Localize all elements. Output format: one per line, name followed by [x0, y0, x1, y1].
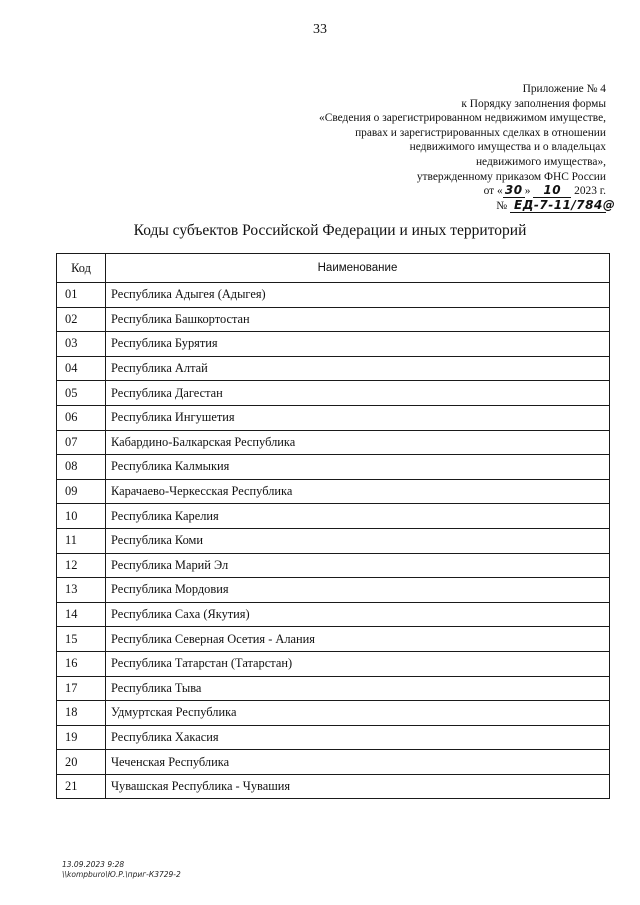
- region-name: Республика Дагестан: [106, 381, 610, 406]
- region-code: 09: [57, 479, 106, 504]
- table-row: [57, 774, 610, 799]
- table-row: [57, 307, 610, 332]
- region-name: Республика Алтай: [106, 356, 610, 381]
- page-number: 33: [313, 22, 327, 37]
- region-codes-table: [56, 253, 610, 799]
- appendix-line: Приложение № 4: [522, 83, 606, 95]
- region-code: 20: [57, 750, 106, 775]
- table-row: [57, 528, 610, 553]
- region-code: 10: [57, 504, 106, 529]
- region-name: Республика Калмыкия: [106, 455, 610, 480]
- region-name: Республика Тыва: [106, 676, 610, 701]
- region-code: 14: [57, 602, 106, 627]
- region-name: Республика Карелия: [106, 504, 610, 529]
- table-row: [57, 283, 610, 308]
- region-name: Кабардино-Балкарская Республика: [106, 430, 610, 455]
- region-name: Республика Мордовия: [106, 578, 610, 603]
- table-row: [57, 602, 610, 627]
- appendix-line: «Сведения о зарегистрированном недвижимом имуществе,: [319, 112, 606, 125]
- table-row: [57, 627, 610, 652]
- appendix-line: к Порядку заполнения формы: [461, 97, 606, 110]
- table-row: [57, 479, 610, 504]
- region-code: 12: [57, 553, 106, 578]
- date-prefix: от «: [483, 185, 503, 198]
- table-row: [57, 676, 610, 701]
- order-date: [276, 184, 606, 199]
- table-row: [57, 750, 610, 775]
- table-row: [57, 725, 610, 750]
- region-name: Республика Саха (Якутия): [106, 602, 610, 627]
- column-header-code: Код: [57, 254, 106, 283]
- appendix-line: правах и зарегистрированных сделках в отношении: [355, 126, 606, 139]
- region-code: 17: [57, 676, 106, 701]
- date-month: 10: [533, 184, 571, 198]
- region-name: Чувашская Республика - Чувашия: [106, 774, 610, 799]
- number-prefix: №: [496, 199, 508, 212]
- table-row: [57, 701, 610, 726]
- region-name: Чеченская Республика: [106, 750, 610, 775]
- region-name: Республика Татарстан (Татарстан): [106, 651, 610, 676]
- table-body: [57, 283, 610, 799]
- appendix-line: утвержденному приказом ФНС России: [416, 170, 606, 183]
- region-code: 08: [57, 455, 106, 480]
- region-name: Республика Ингушетия: [106, 405, 610, 430]
- region-name: Республика Коми: [106, 528, 610, 553]
- date-close: »: [524, 185, 531, 198]
- region-code: 18: [57, 701, 106, 726]
- appendix-line: недвижимого имущества»,: [475, 155, 606, 168]
- region-name: Карачаево-Черкесская Республика: [106, 479, 610, 504]
- region-code: 07: [57, 430, 106, 455]
- number-value: ЕД-7-11/784@: [510, 199, 606, 213]
- table-row: [57, 553, 610, 578]
- table-row: [57, 332, 610, 357]
- date-day: 30: [503, 184, 525, 198]
- appendix-header: [276, 82, 616, 213]
- table-row: [57, 430, 610, 455]
- region-name: Республика Адыгея (Адыгея): [106, 283, 610, 308]
- region-code: 01: [57, 283, 106, 308]
- region-code: 16: [57, 651, 106, 676]
- region-name: Республика Башкортостан: [106, 307, 610, 332]
- table-row: [57, 455, 610, 480]
- table-row: [57, 356, 610, 381]
- table-row: [57, 578, 610, 603]
- appendix-line: недвижимого имущества и о владельцах: [409, 141, 606, 154]
- region-code: 06: [57, 405, 106, 430]
- column-header-name: Наименование: [106, 254, 610, 283]
- table-row: [57, 405, 610, 430]
- table-row: [57, 381, 610, 406]
- region-code: 05: [57, 381, 106, 406]
- region-code: 02: [57, 307, 106, 332]
- region-name: Республика Бурятия: [106, 332, 610, 357]
- region-code: 13: [57, 578, 106, 603]
- table-row: [57, 504, 610, 529]
- region-name: Республика Марий Эл: [106, 553, 610, 578]
- region-code: 21: [57, 774, 106, 799]
- date-year: 2023 г.: [574, 185, 606, 198]
- table-header-row: [57, 254, 610, 283]
- document-title: Коды субъектов Российской Федерации и иных территорий: [133, 222, 527, 239]
- footer-timestamp: 13.09.2023 9:28: [62, 860, 125, 869]
- region-code: 03: [57, 332, 106, 357]
- region-code: 11: [57, 528, 106, 553]
- region-code: 19: [57, 725, 106, 750]
- region-code: 04: [57, 356, 106, 381]
- region-name: Удмуртская Республика: [106, 701, 610, 726]
- table-row: [57, 651, 610, 676]
- footer-file-path: \\kompburo\Ю.Р.\приг-К3729-2: [62, 870, 181, 879]
- region-code: 15: [57, 627, 106, 652]
- footer-stamp: [62, 860, 181, 880]
- region-name: Республика Хакасия: [106, 725, 610, 750]
- region-name: Республика Северная Осетия - Алания: [106, 627, 610, 652]
- order-number: [276, 197, 616, 214]
